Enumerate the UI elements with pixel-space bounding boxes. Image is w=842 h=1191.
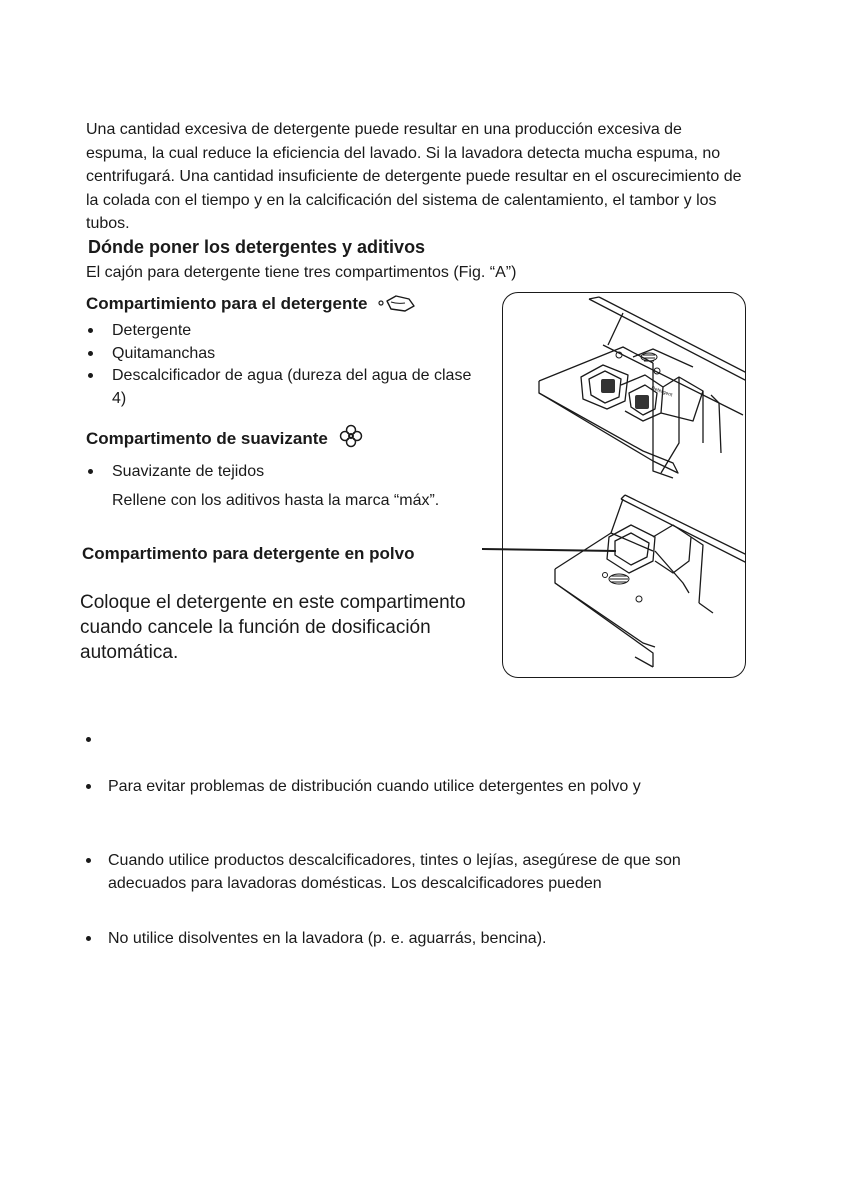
- powder-compartment-title: Compartimento para detergente en polvo: [82, 544, 415, 563]
- softener-compartment-title: [86, 424, 363, 453]
- bullet-dot: [86, 936, 91, 941]
- drawer-illustration: [503, 293, 746, 678]
- softener-compartment-label: Compartimento de suavizante: [86, 429, 328, 448]
- list-item: Descalcificador de agua (dureza del agua de clase 4): [86, 365, 481, 410]
- flower-icon: [339, 424, 363, 453]
- list-item: Suavizante de tejidos: [86, 461, 481, 484]
- list-item: Quitamanchas: [86, 343, 481, 366]
- intro-paragraph: Una cantidad excesiva de detergente puede resultar en una producción excesiva de espuma, la cual reduce la eficiencia del lavado. Si la lavadora detecta mucha espuma, no centrifugará. Una cantidad insuficiente de detergente puede resultar en el oscurecimiento de la colada con el tiempo y en la calcificación del sistema de calentamiento, el tambor y los tubos.: [86, 121, 742, 232]
- section-title: Dónde poner los detergentes y aditivos: [88, 237, 426, 257]
- note-descalcifier: Cuando utilice productos descalcificadores, tintes o lejías, asegúrese de que son adecuados para lavadoras domésticas. Los descalcificadores pueden: [108, 852, 681, 892]
- list-item: Detergente: [86, 320, 481, 343]
- softener-note: Rellene con los aditivos hasta la marca “máx”.: [112, 492, 440, 509]
- detergent-items: [86, 320, 481, 410]
- bullet-dot: [86, 858, 91, 863]
- detergent-compartment-label: Compartimiento para el detergente: [86, 294, 368, 313]
- softener-items: [86, 461, 481, 484]
- powder-compartment-description: Coloque el detergente en este compartimento cuando cancele la función de dosificación automática.: [80, 592, 466, 663]
- bullet-dot: [86, 737, 91, 742]
- note-distribution: Para evitar problemas de distribución cuando utilice detergentes en polvo y: [108, 778, 641, 795]
- section-subtitle: El cajón para detergente tiene tres compartimentos (Fig. “A”): [86, 264, 517, 281]
- detergent-icon: [378, 293, 416, 318]
- bullet-dot: [86, 784, 91, 789]
- detergent-compartment-title: [86, 293, 416, 318]
- note-solvents: No utilice disolventes en la lavadora (p. e. aguarrás, bencina).: [108, 930, 547, 947]
- drawer-label-top: Detergent: [650, 385, 674, 399]
- figure-a: [502, 292, 746, 678]
